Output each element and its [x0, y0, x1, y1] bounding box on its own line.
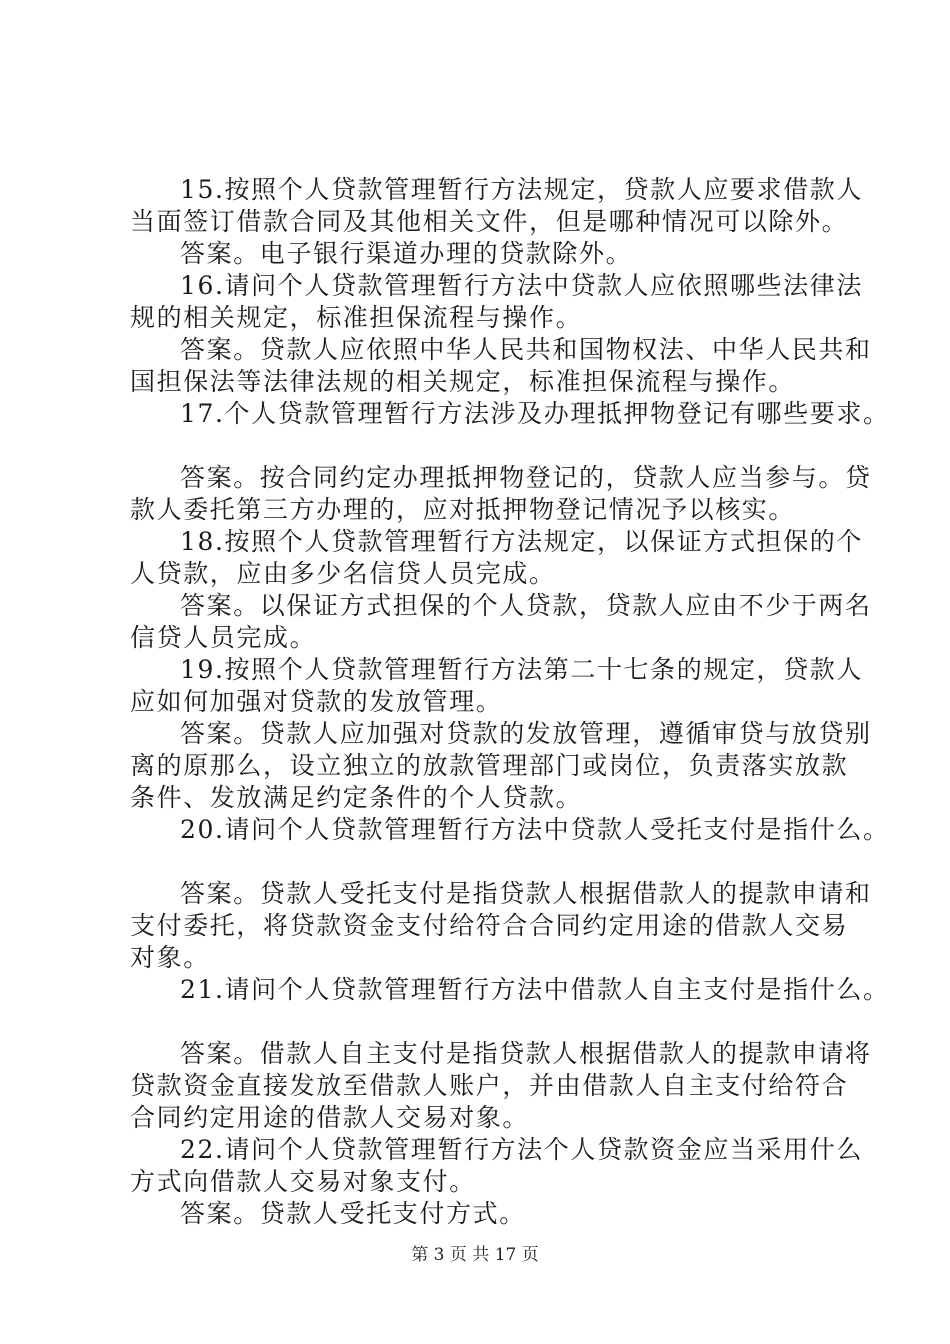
text-line: 当面签订借款合同及其他相关文件，但是哪种情况可以除外。	[130, 207, 849, 236]
text-line: 21.请问个人贷款管理暂行方法中借款人自主支付是指什么。	[180, 975, 890, 1004]
text-line: 答案。贷款人应依照中华人民共和国物权法、中华人民共和	[180, 335, 872, 364]
text-line: 款人委托第三方办理的，应对抵押物登记情况予以核实。	[130, 495, 796, 524]
text-line: 22.请问个人贷款管理暂行方法个人贷款资金应当采用什么	[180, 1135, 863, 1164]
text-line: 答案。借款人自主支付是指贷款人根据借款人的提款申请将	[180, 1039, 872, 1068]
text-line: 答案。贷款人受托支付是指贷款人根据借款人的提款申请和	[180, 879, 872, 908]
text-line: 条件、发放满足约定条件的个人贷款。	[130, 783, 583, 812]
text-line: 20.请问个人贷款管理暂行方法中贷款人受托支付是指什么。	[180, 815, 890, 844]
text-line: 离的原那么，设立独立的放款管理部门或岗位，负责落实放款	[130, 751, 849, 780]
text-line: 贷款资金直接发放至借款人账户，并由借款人自主支付给符合	[130, 1071, 849, 1100]
text-line: 18.按照个人贷款管理暂行方法规定，以保证方式担保的个	[180, 527, 863, 556]
text-line: 人贷款，应由多少名信贷人员完成。	[130, 559, 556, 588]
text-line: 答案。电子银行渠道办理的贷款除外。	[180, 239, 633, 268]
text-line: 合同约定用途的借款人交易对象。	[130, 1103, 530, 1132]
text-line: 答案。以保证方式担保的个人贷款，贷款人应由不少于两名	[180, 591, 872, 620]
text-line: 信贷人员完成。	[130, 623, 317, 652]
text-line: 17.个人贷款管理暂行方法涉及办理抵押物登记有哪些要求。	[180, 399, 890, 428]
page-footer: 第 3 页 共 17 页	[411, 1245, 539, 1265]
text-line: 15.按照个人贷款管理暂行方法规定，贷款人应要求借款人	[180, 175, 863, 204]
text-line: 支付委托，将贷款资金支付给符合合同约定用途的借款人交易	[130, 911, 849, 940]
blank-line	[130, 846, 850, 878]
text-line: 答案。贷款人受托支付方式。	[180, 1199, 526, 1228]
text-line: 方式向借款人交易对象支付。	[130, 1167, 476, 1196]
text-line: 19.按照个人贷款管理暂行方法第二十七条的规定，贷款人	[180, 655, 863, 684]
text-line: 答案。贷款人应加强对贷款的发放管理，遵循审贷与放贷别	[180, 719, 872, 748]
text-line: 对象。	[130, 943, 210, 972]
document-body	[130, 174, 890, 1230]
blank-line	[130, 430, 850, 462]
text-line: 应如何加强对贷款的发放管理。	[130, 687, 503, 716]
text-line: 国担保法等法律法规的相关规定，标准担保流程与操作。	[130, 367, 796, 396]
text-line: 答案。按合同约定办理抵押物登记的，贷款人应当参与。贷	[180, 463, 872, 492]
text-line: 规的相关规定，标准担保流程与操作。	[130, 303, 583, 332]
text-line: 16.请问个人贷款管理暂行方法中贷款人应依照哪些法律法	[180, 271, 863, 300]
blank-line	[130, 1006, 850, 1038]
